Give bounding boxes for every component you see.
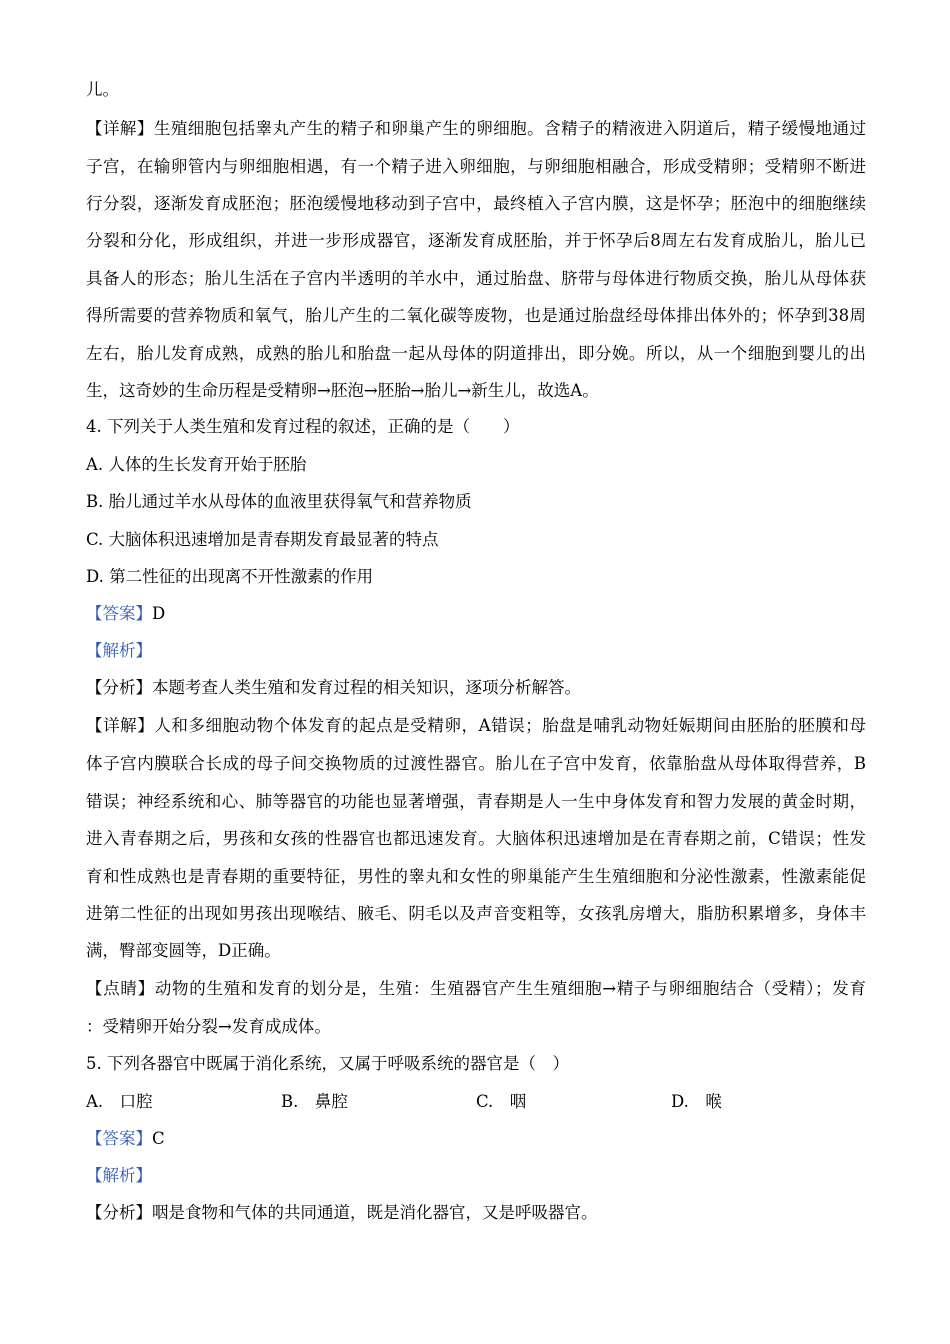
text-line: 【分析】咽是食物和气体的共同通道，既是消化器官，又是呼吸器官。 xyxy=(86,1203,598,1222)
option-c: C. 咽 xyxy=(476,1092,527,1111)
text-line: 生，这奇妙的生命历程是受精卵→胚泡→胚胎→胎儿→新生儿，故选A。 xyxy=(86,381,599,400)
option-a: A. 口腔 xyxy=(86,1092,153,1111)
analysis-tag-line xyxy=(86,1165,866,1187)
text-line: 行分裂，逐渐发育成胚泡；胚泡缓慢地移动到子宫中，最终植入子宫内膜，这是怀孕；胚泡中的细胞继续 xyxy=(86,194,866,213)
option-b: B. 鼻腔 xyxy=(281,1092,348,1111)
answer-tag: 【答案】 xyxy=(86,604,152,623)
text-line: 子宫，在输卵管内与卵细胞相遇，有一个精子进入卵细胞，与卵细胞相融合，形成受精卵；受精卵不断进 xyxy=(86,157,866,176)
text-line: 【详解】生殖细胞包括睾丸产生的精子和卵巢产生的卵细胞。含精子的精液进入阴道后，精子缓慢地通过 xyxy=(86,119,867,138)
options-row xyxy=(86,1091,866,1113)
text-line: 体子宫内膜联合长成的母子间交换物质的过渡性器官。胎儿在子宫中发育，依靠胎盘从母体取得营养，B xyxy=(86,754,866,773)
text-line: 满，臀部变圆等，D正确。 xyxy=(86,941,281,960)
text-line: 【详解】人和多细胞动物个体发育的起点是受精卵，A错误；胎盘是哺乳动物妊娠期间由胚胎的胚膜和母 xyxy=(86,716,867,735)
text-line: 错误；神经系统和心、肺等器官的功能也显著增强，青春期是人一生中身体发育和智力发展的黄金时期， xyxy=(86,792,866,811)
option-d: D. 喉 xyxy=(671,1092,722,1111)
question-5: 5. 下列各器官中既属于消化系统，又属于呼吸系统的器官是（ ） xyxy=(86,1054,569,1073)
answer-tag: 【答案】 xyxy=(86,1129,152,1148)
analysis-tag: 【解析】 xyxy=(86,641,152,660)
question-4: 4. 下列关于人类生殖和发育过程的叙述，正确的是（ ） xyxy=(86,417,520,436)
text-line: 分裂和分化，形成组织，并进一步形成器官，逐渐发育成胚胎，并于怀孕后8周左右发育成胎儿，胎儿已 xyxy=(86,231,866,250)
answer-line: 【答案】C xyxy=(86,1129,165,1148)
option-a: A. 人体的生长发育开始于胚胎 xyxy=(86,455,307,474)
text-line: 【点睛】动物的生殖和发育的划分是，生殖：生殖器官产生生殖细胞→精子与卵细胞结合（受精）；发育 xyxy=(86,979,867,998)
text-line: 进入青春期之后，男孩和女孩的性器官也都迅速发育。大脑体积迅速增加是在青春期之前，C错误；性发 xyxy=(86,829,866,848)
analysis-tag: 【解析】 xyxy=(86,1166,152,1185)
text-line: 儿。 xyxy=(86,80,119,99)
analysis-tag-line xyxy=(86,640,866,662)
text-line: 育和性成熟也是青春期的重要特征，男性的睾丸和女性的卵巢能产生生殖细胞和分泌性激素，性激素能促 xyxy=(86,867,866,886)
text-line: 得所需要的营养物质和氧气，胎儿产生的二氧化碳等废物，也是通过胎盘经母体排出体外的；怀孕到38周 xyxy=(86,306,866,325)
answer-line: 【答案】D xyxy=(86,604,166,623)
text-line: 左右，胎儿发育成熟，成熟的胎儿和胎盘一起从母体的阴道排出，即分娩。所以，从一个细胞到婴儿的出 xyxy=(86,344,866,363)
text-line: 【分析】本题考查人类生殖和发育过程的相关知识，逐项分析解答。 xyxy=(86,678,581,697)
text-line: ：受精卵开始分裂→发育成成体。 xyxy=(86,1017,331,1036)
option-b: B. 胎儿通过羊水从母体的血液里获得氧气和营养物质 xyxy=(86,492,472,511)
text-line: 进第二性征的出现如男孩出现喉结、腋毛、阴毛以及声音变粗等，女孩乳房增大，脂肪积累增多，身体丰 xyxy=(86,904,866,923)
text-line: 具备人的形态；胎儿生活在子宫内半透明的羊水中，通过胎盘、脐带与母体进行物质交换，胎儿从母体获 xyxy=(86,269,866,288)
option-c: C. 大脑体积迅速增加是青春期发育最显著的特点 xyxy=(86,530,439,549)
option-d: D. 第二性征的出现离不开性激素的作用 xyxy=(86,567,374,586)
